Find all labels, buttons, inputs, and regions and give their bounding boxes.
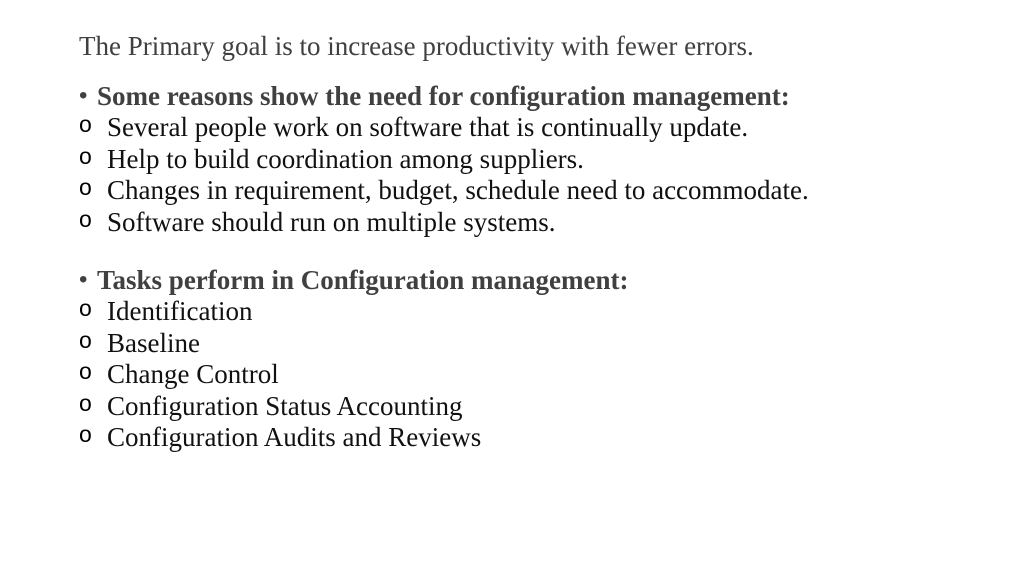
tasks-heading-line <box>79 264 629 296</box>
list-item <box>79 422 629 454</box>
sub-bullet-icon: o <box>79 421 92 448</box>
reasons-section <box>79 80 809 238</box>
list-item <box>79 391 629 423</box>
list-item-text: Baseline <box>107 327 200 358</box>
sub-bullet-icon: o <box>79 389 92 416</box>
list-item-text: Configuration Status Accounting <box>107 390 463 421</box>
sub-bullet-icon: o <box>79 142 92 169</box>
bullet-icon: • <box>79 82 88 109</box>
bullet-icon: • <box>79 266 88 293</box>
sub-bullet-icon: o <box>79 326 92 353</box>
sub-bullet-icon: o <box>79 174 92 201</box>
sub-bullet-icon: o <box>79 358 92 385</box>
list-item-text: Configuration Audits and Reviews <box>107 422 482 453</box>
sub-bullet-icon: o <box>79 295 92 321</box>
sub-bullet-icon: o <box>79 205 92 232</box>
list-item <box>79 328 629 360</box>
reasons-heading: Some reasons show the need for configuration management: <box>97 81 790 111</box>
list-item <box>79 144 809 176</box>
intro-text: The Primary goal is to increase productivity with fewer errors. <box>79 31 754 61</box>
list-item-text: Several people work on software that is continually update. <box>107 112 749 142</box>
list-item-text: Identification <box>107 296 253 326</box>
list-item-text: Changes in requirement, budget, schedule need to accommodate. <box>107 175 809 206</box>
tasks-list <box>79 296 629 454</box>
sub-bullet-icon: o <box>79 111 92 137</box>
list-item-text: Help to build coordination among suppliers. <box>107 143 584 174</box>
list-item <box>79 296 629 328</box>
reasons-list <box>79 112 809 238</box>
list-item <box>79 175 809 207</box>
list-item <box>79 112 809 144</box>
tasks-heading: Tasks perform in Configuration management: <box>97 265 629 295</box>
reasons-heading-line <box>79 80 809 112</box>
list-item-text: Software should run on multiple systems. <box>107 206 556 237</box>
list-item-text: Change Control <box>107 359 279 390</box>
list-item <box>79 359 629 391</box>
tasks-section <box>79 264 629 454</box>
list-item <box>79 207 809 239</box>
